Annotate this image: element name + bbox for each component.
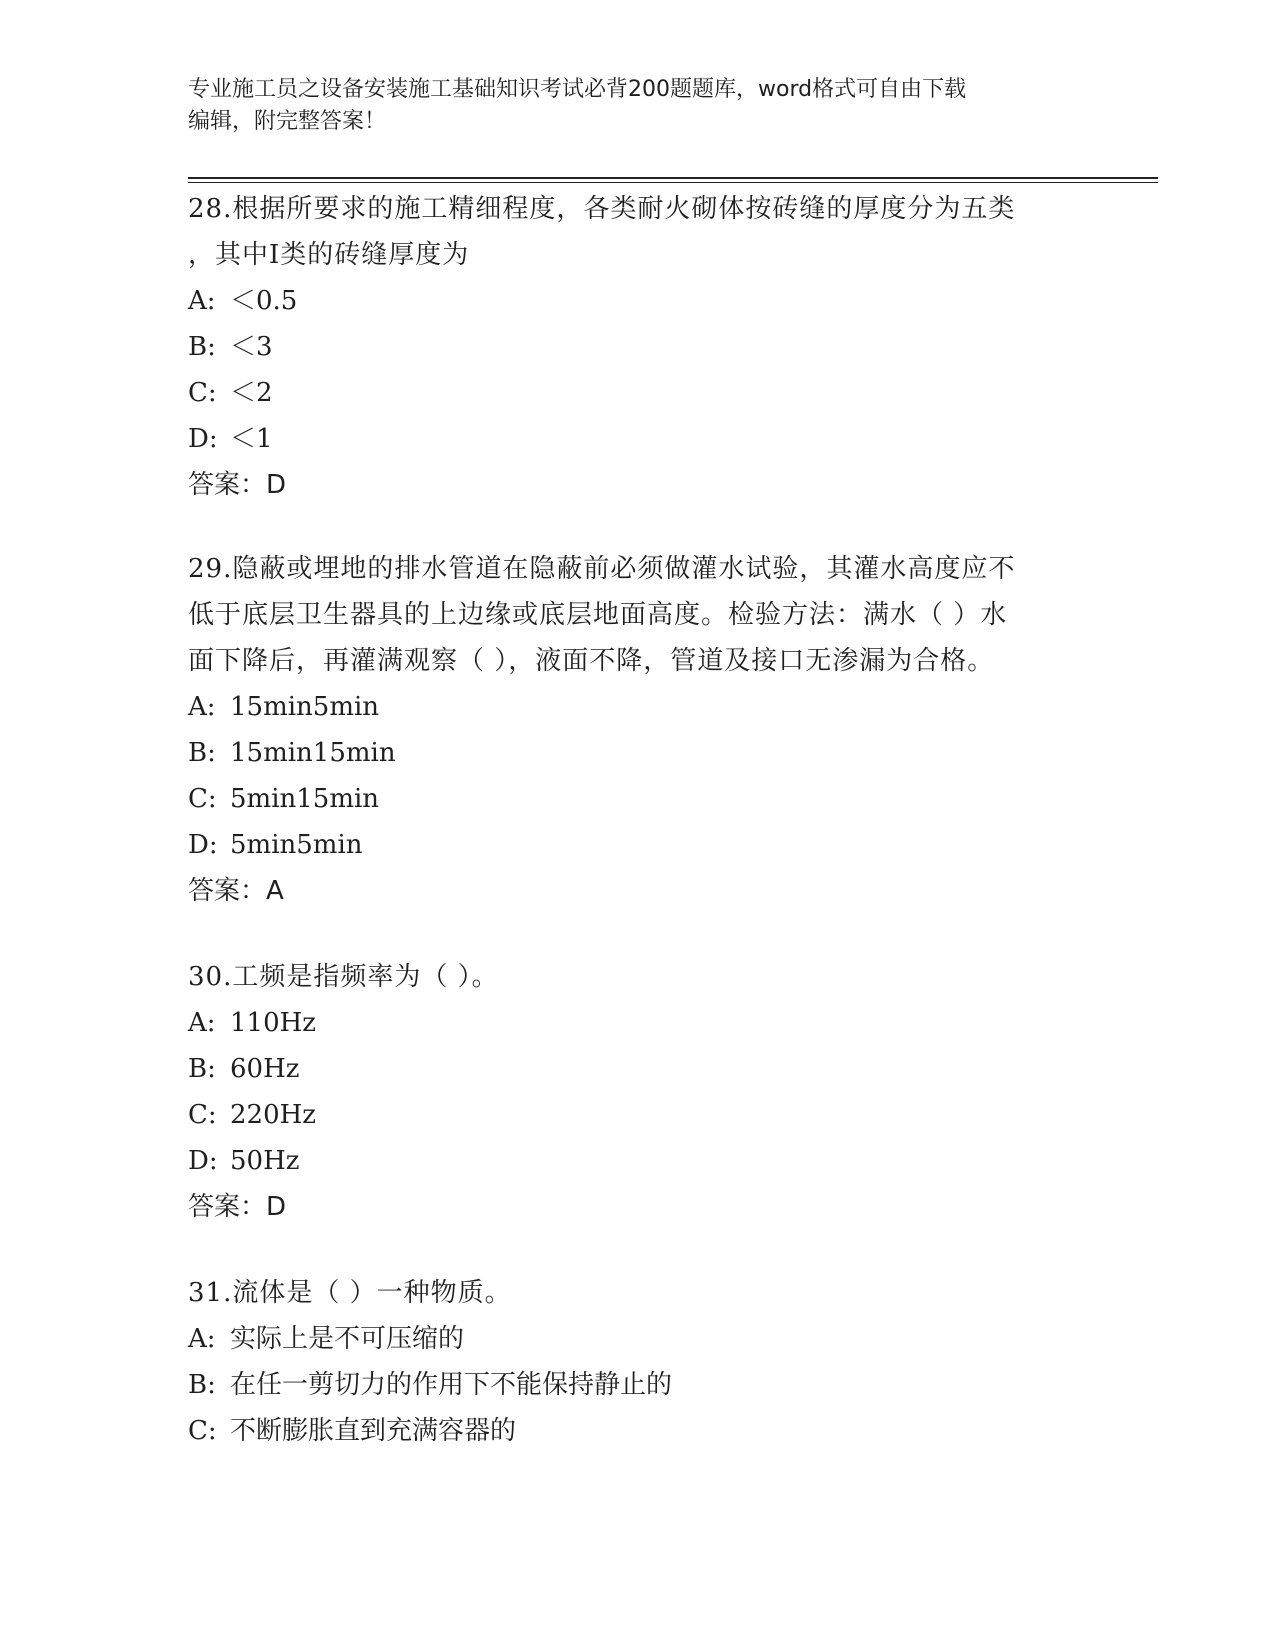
option-letter: A: [188, 692, 216, 722]
question-28 [188, 186, 1088, 508]
option-text: ＜3 [230, 332, 273, 362]
option-letter: C: [188, 1416, 217, 1446]
question-text-line: 面下降后，再灌满观察（ ），液面不降，管道及接口无渗漏为合格。 [188, 646, 995, 676]
option-letter: D: [188, 1146, 218, 1176]
option-text: 60Hz [230, 1054, 300, 1084]
option-text: 15min5min [230, 692, 380, 722]
answer-line: 答案：D [188, 470, 287, 500]
answer-line: 答案：A [188, 876, 284, 906]
option-letter: C: [188, 378, 217, 408]
question-text-line: 30.工频是指频率为（ ）。 [188, 962, 499, 992]
option-b [188, 324, 1088, 370]
option-d [188, 1138, 1088, 1184]
option-letter: A: [188, 286, 216, 316]
option-letter: A: [188, 1008, 216, 1038]
option-text: 不断膨胀直到充满容器的 [230, 1416, 517, 1446]
option-letter: B: [188, 1370, 216, 1400]
question-text-line: 28.根据所要求的施工精细程度，各类耐火砌体按砖缝的厚度分为五类 [188, 194, 1016, 224]
option-text: 5min5min [230, 830, 363, 860]
header-divider-thin [188, 182, 1158, 183]
option-text: 实际上是不可压缩的 [230, 1324, 465, 1354]
option-text: 50Hz [230, 1146, 300, 1176]
question-29 [188, 546, 1088, 914]
option-letter: A: [188, 1324, 216, 1354]
option-letter: D: [188, 830, 218, 860]
header-line-2: 编辑，附完整答案！ [188, 109, 387, 134]
option-letter: B: [188, 1054, 216, 1084]
option-a [188, 278, 1088, 324]
document-header [188, 74, 1088, 138]
option-a [188, 1000, 1088, 1046]
option-a [188, 1316, 1088, 1362]
option-c [188, 1408, 1088, 1454]
question-30 [188, 954, 1088, 1230]
option-c [188, 1092, 1088, 1138]
option-text: ＜2 [230, 378, 273, 408]
option-text: 在任一剪切力的作用下不能保持静止的 [230, 1370, 673, 1400]
option-b [188, 1362, 1088, 1408]
option-text: 110Hz [230, 1008, 316, 1038]
header-divider-thick [188, 177, 1158, 179]
option-b [188, 730, 1088, 776]
option-c [188, 776, 1088, 822]
question-text-line: 29.隐蔽或埋地的排水管道在隐蔽前必须做灌水试验，其灌水高度应不 [188, 554, 1016, 584]
header-line-1: 专业施工员之设备安装施工基础知识考试必背200题题库，word格式可自由下载 [188, 77, 967, 102]
option-text: ＜1 [230, 424, 273, 454]
option-letter: C: [188, 1100, 217, 1130]
option-text: 5min15min [230, 784, 380, 814]
option-letter: B: [188, 738, 216, 768]
option-d [188, 822, 1088, 868]
option-d [188, 416, 1088, 462]
question-text-line: 低于底层卫生器具的上边缘或底层地面高度。检验方法：满水（ ）水 [188, 600, 1008, 630]
option-letter: B: [188, 332, 216, 362]
option-b [188, 1046, 1088, 1092]
option-text: ＜0.5 [230, 286, 298, 316]
question-text-line: ，其中Ⅰ类的砖缝厚度为 [188, 240, 470, 270]
answer-line: 答案：D [188, 1192, 287, 1222]
question-31 [188, 1270, 1088, 1454]
option-a [188, 684, 1088, 730]
option-text: 15min15min [230, 738, 396, 768]
option-letter: C: [188, 784, 217, 814]
option-c [188, 370, 1088, 416]
option-letter: D: [188, 424, 218, 454]
question-text-line: 31.流体是（ ）一种物质。 [188, 1278, 512, 1308]
option-text: 220Hz [230, 1100, 316, 1130]
